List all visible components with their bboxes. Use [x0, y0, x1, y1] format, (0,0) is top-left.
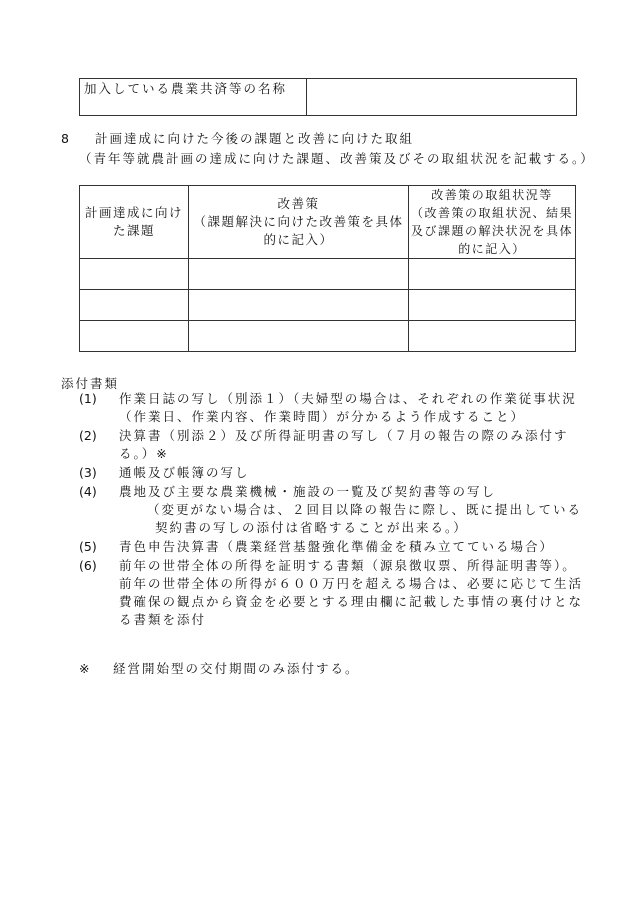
table-cell[interactable]	[409, 290, 576, 321]
footnote	[79, 660, 360, 678]
table-cell[interactable]	[409, 259, 576, 290]
list-subtext: （変更がない場合は、２回目以降の報告に際し、既に提出している契約書の写しの添付は省略することが出来る。）	[147, 502, 583, 535]
table-cell[interactable]	[80, 321, 189, 352]
table-cell[interactable]	[189, 259, 409, 290]
footnote-text: 経営開始型の交付期間のみ添付する。	[113, 661, 360, 676]
insurance-label: 加入している農業共済等の名称	[80, 79, 307, 116]
list-item	[79, 427, 589, 463]
section8-title: 計画達成に向けた今後の課題と改善に向けた取組	[95, 131, 415, 146]
header-status-sub: （改善策の取組状況、結果及び課題の解決状況を具体的に記入）	[410, 206, 573, 256]
insurance-value[interactable]	[307, 79, 577, 116]
attachments-title: 添付書類	[61, 376, 120, 391]
improvement-table	[79, 185, 576, 352]
list-marker: (1)	[79, 391, 97, 406]
list-marker: (2)	[79, 428, 97, 443]
list-text: 決算書（別添２）及び所得証明書の写し（７月の報告の際のみ添付する。）※	[119, 428, 569, 461]
table-row	[80, 321, 576, 352]
footnote-mark: ※	[79, 661, 92, 676]
improvement-table-header	[80, 186, 576, 259]
list-marker: (5)	[79, 539, 97, 554]
list-item	[79, 464, 589, 482]
section8-number: 8	[61, 131, 71, 146]
table-cell[interactable]	[80, 290, 189, 321]
table-cell[interactable]	[80, 259, 189, 290]
list-text: 農地及び主要な農業機械・施設の一覧及び契約書等の写し	[119, 484, 497, 499]
table-row	[80, 259, 576, 290]
list-text: 青色申告決算書（農業経営基盤強化準備金を積み立てている場合）	[119, 539, 555, 554]
insurance-table	[79, 78, 577, 116]
header-issue: 計画達成に向けた課題	[80, 186, 189, 259]
section8-note: （青年等就農計画の達成に向けた課題、改善策及びその取組状況を記載する。）	[79, 151, 595, 166]
list-marker: (3)	[79, 465, 97, 480]
header-status-main: 改善策の取組状況等	[431, 188, 553, 202]
table-cell[interactable]	[189, 321, 409, 352]
list-item	[79, 538, 589, 556]
list-marker: (6)	[79, 558, 97, 573]
list-text: 前年の世帯全体の所得を証明する書類（源泉徴収票、所得証明書等）。前年の世帯全体の所得が６００万円を超える場合は、必要に応じて生活費確保の観点から資金を必要とする理由欄に記載した事情の裏付けとなる書類を添付	[119, 558, 584, 627]
list-text: 作業日誌の写し（別添１）（夫婦型の場合は、それぞれの作業従事状況（作業日、作業内容、作業時間）が分かるよう作成すること）	[119, 391, 577, 424]
table-cell[interactable]	[189, 290, 409, 321]
header-status	[409, 186, 576, 259]
list-text: 通帳及び帳簿の写し	[119, 465, 250, 480]
attachments-list	[79, 390, 589, 630]
list-item	[79, 483, 589, 537]
header-measure-sub: （課題解決に向けた改善策を具体的に記入）	[193, 214, 404, 247]
list-item	[79, 390, 589, 426]
table-row	[80, 290, 576, 321]
section8-heading	[61, 130, 414, 147]
list-marker: (4)	[79, 484, 97, 499]
table-cell[interactable]	[409, 321, 576, 352]
list-item	[79, 557, 589, 629]
header-measure	[189, 186, 409, 259]
header-measure-main: 改善策	[277, 196, 320, 211]
